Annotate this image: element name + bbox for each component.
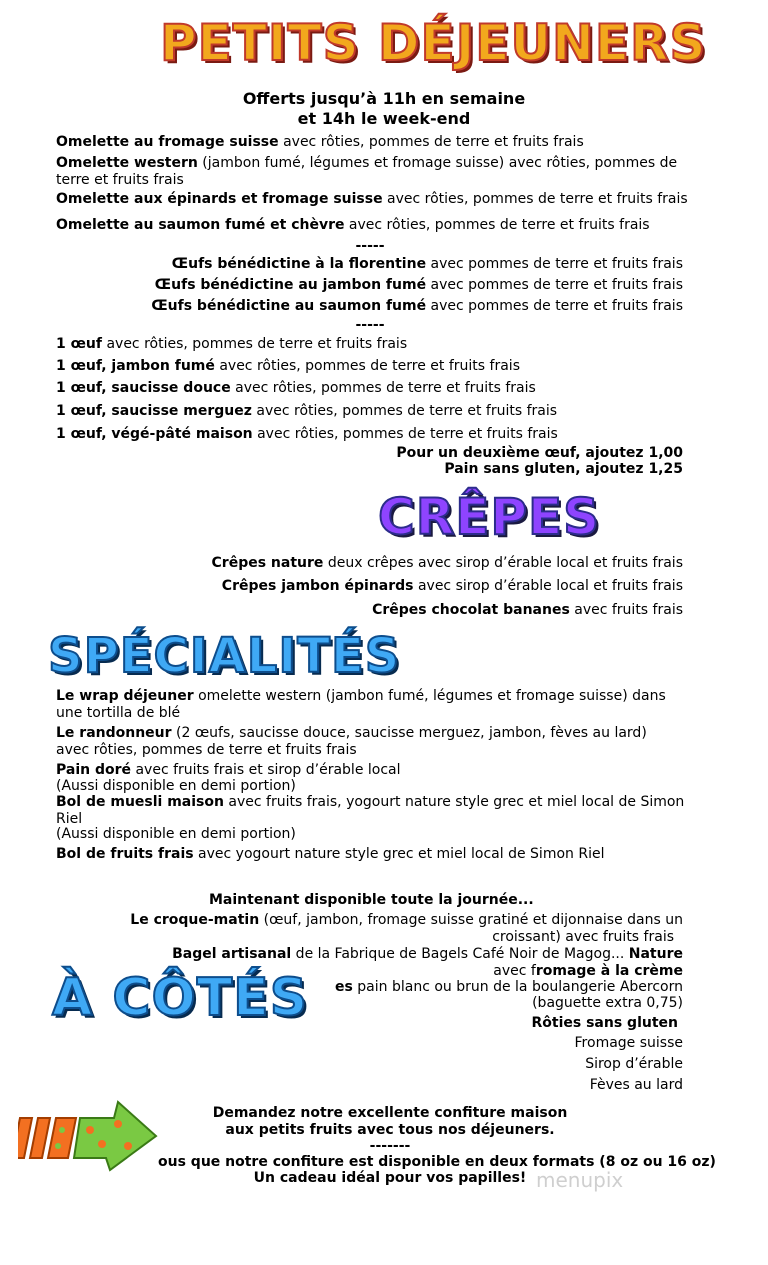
- watermark: menupix: [536, 1168, 624, 1192]
- title-specialites: SPÉCIALITÉS: [48, 628, 401, 684]
- confiture-line-2: aux petits fruits avec tous nos déjeuners.: [225, 1122, 555, 1138]
- menu-item: Œufs bénédictine à la florentine avec pommes de terre et fruits frais: [171, 256, 683, 272]
- hours-line-1: Offerts jusqu’à 11h en semaine: [242, 89, 526, 108]
- menu-item: 1 œuf avec rôties, pommes de terre et fruits frais: [56, 336, 408, 352]
- menu-item: Crêpes nature deux crêpes avec sirop d’érable local et fruits frais: [211, 555, 683, 571]
- allday-heading: Maintenant disponible toute la journée...: [209, 892, 534, 908]
- decorative-arrow-icon: [18, 1100, 158, 1172]
- menu-item-cont: croissant) avec fruits frais: [492, 929, 674, 945]
- menu-item: Bagel artisanal de la Fabrique de Bagels Café Noir de Magog... Nature: [172, 946, 683, 962]
- menu-item: (baguette extra 0,75): [532, 995, 683, 1011]
- menu-item: Le randonneur (2 œufs, saucisse douce, saucisse merguez, jambon, fèves au lard) avec rôties, pommes de terre et fruits frais: [56, 725, 647, 758]
- confiture-line-3: ous que notre confiture est disponible en deux formats (8 oz ou 16 oz): [158, 1154, 716, 1170]
- extra-egg: Pour un deuxième œuf, ajoutez 1,00: [396, 445, 683, 461]
- menu-item: Œufs bénédictine au saumon fumé avec pommes de terre et fruits frais: [151, 298, 683, 314]
- menu-item: 1 œuf, saucisse douce avec rôties, pommes de terre et fruits frais: [56, 380, 536, 396]
- menu-item: Œufs bénédictine au jambon fumé avec pommes de terre et fruits frais: [154, 277, 683, 293]
- menu-item: 1 œuf, jambon fumé avec rôties, pommes de terre et fruits frais: [56, 358, 520, 374]
- menu-item: 1 œuf, végé-pâté maison avec rôties, pommes de terre et fruits frais: [56, 426, 558, 442]
- menu-item: Le croque-matin (œuf, jambon, fromage suisse gratiné et dijonnaise dans un: [130, 912, 683, 928]
- menu-item: Omelette au saumon fumé et chèvre avec rôties, pommes de terre et fruits frais: [56, 217, 650, 233]
- extra-gluten: Pain sans gluten, ajoutez 1,25: [444, 461, 683, 477]
- menu-item: Fromage suisse: [574, 1035, 683, 1051]
- separator: -----: [355, 317, 385, 333]
- menu-item: Le wrap déjeuner omelette western (jambon fumé, légumes et fromage suisse) dans une tortilla de blé: [56, 688, 666, 721]
- menu-item: Bol de fruits frais avec yogourt nature style grec et miel local de Simon Riel: [56, 846, 605, 862]
- menu-item: Sirop d’érable: [585, 1056, 683, 1072]
- menu-item: 1 œuf, saucisse merguez avec rôties, pommes de terre et fruits frais: [56, 403, 558, 419]
- title-petits-dejeuners: PETITS DÉJEUNERS: [160, 14, 707, 72]
- menu-item: Omelette au fromage suisse avec rôties, pommes de terre et fruits frais: [56, 134, 584, 150]
- menu-item: Pain doré avec fruits frais et sirop d’érable local: [56, 762, 401, 778]
- confiture-separator: -------: [369, 1138, 411, 1154]
- title-crepes: CRÊPES: [378, 488, 601, 546]
- menu-item: es pain blanc ou brun de la boulangerie Abercorn: [335, 979, 683, 995]
- menu-item: Crêpes chocolat bananes avec fruits frais: [372, 602, 683, 618]
- separator: -----: [355, 238, 385, 254]
- title-a-cotes: À CÔTÉS: [52, 968, 309, 1028]
- menu-item: Omelette western (jambon fumé, légumes et fromage suisse) avec rôties, pommes de terre et fruits frais: [56, 155, 678, 188]
- menu-item-cont: avec fromage à la crème: [493, 963, 683, 979]
- menu-item: Crêpes jambon épinards avec sirop d’érable local et fruits frais: [221, 578, 683, 594]
- menu-item: Fèves au lard: [589, 1077, 683, 1093]
- menu-item-note: (Aussi disponible en demi portion): [56, 778, 296, 794]
- confiture-line-1: Demandez notre excellente confiture maison: [212, 1105, 568, 1121]
- menu-item: Rôties sans gluten: [531, 1015, 678, 1031]
- menu-item: Bol de muesli maison avec fruits frais, yogourt nature style grec et miel local de Simon Riel: [56, 794, 685, 827]
- hours-line-2: et 14h le week-end: [297, 109, 471, 128]
- confiture-line-4: Un cadeau idéal pour vos papilles!: [253, 1170, 527, 1186]
- menu-item-note: (Aussi disponible en demi portion): [56, 826, 296, 842]
- menu-item: Omelette aux épinards et fromage suisse avec rôties, pommes de terre et fruits frais: [56, 191, 688, 207]
